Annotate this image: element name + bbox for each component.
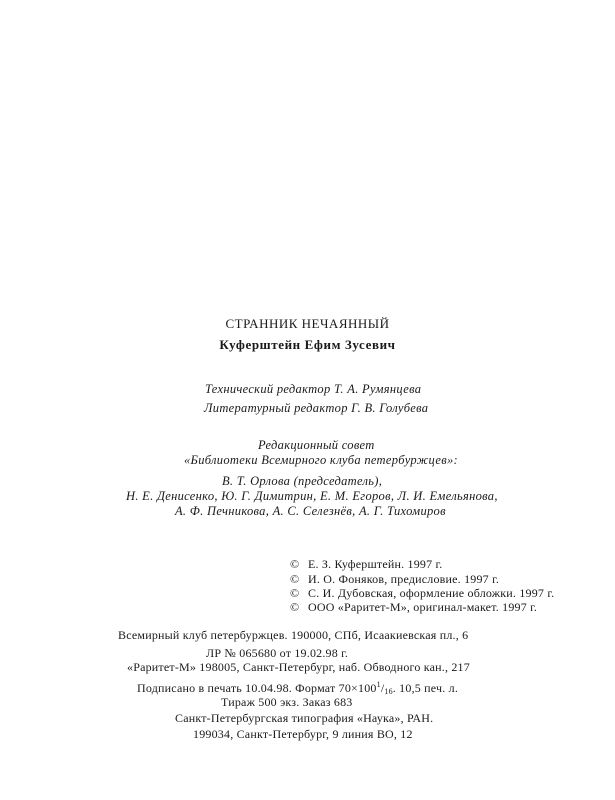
print-run: Тираж 500 экз. Заказ 683 <box>221 695 353 709</box>
publisher-address: Всемирный клуб петербуржцев. 190000, СПб, Исаакиевская пл., 6 <box>118 628 469 642</box>
board-heading: Редакционный совет <box>258 438 375 452</box>
signed-to-print <box>137 680 458 696</box>
copyright-symbol: © <box>290 572 300 586</box>
copyright-text: Е. З. Куферштейн. 1997 г. <box>308 557 443 571</box>
book-title: СТРАННИК НЕЧАЯННЫЙ <box>225 316 390 331</box>
board-heading-library: «Библиотеки Всемирного клуба петербуржцев»: <box>184 453 459 467</box>
board-chair: В. Т. Орлова (председатель), <box>222 474 383 488</box>
copyright-line <box>290 572 499 587</box>
copyright-symbol: © <box>290 557 300 571</box>
copyright-symbol: © <box>290 586 300 600</box>
copyright-text: ООО «Раритет-М», оригинал-макет. 1997 г. <box>308 600 538 614</box>
board-members-line-1: Н. Е. Денисенко, Ю. Г. Димитрин, Е. М. Егоров, Л. И. Емельянова, <box>126 489 498 503</box>
book-author: Куферштейн Ефим Зусевич <box>219 337 396 352</box>
printer-name: Санкт-Петербургская типография «Наука», РАН. <box>175 711 434 725</box>
copyright-line <box>290 600 537 615</box>
technical-editor: Технический редактор Т. А. Румянцева <box>205 382 422 396</box>
signed-prefix: Подписано в печать 10.04.98. Формат 70×100 <box>137 681 377 695</box>
copyright-text: С. И. Дубовская, оформление обложки. 1997 г. <box>308 586 555 600</box>
format-denominator: 16 <box>384 687 393 696</box>
signed-suffix: . 10,5 печ. л. <box>392 681 459 695</box>
copyright-line <box>290 586 554 601</box>
format-fraction: $^1/_{16}$ <box>376 680 393 696</box>
format-numerator: 1 <box>376 680 381 689</box>
printer-address: 199034, Санкт-Петербург, 9 линия ВО, 12 <box>193 727 413 741</box>
copyright-text: И. О. Фоняков, предисловие. 1997 г. <box>308 572 500 586</box>
board-members-line-2: А. Ф. Печникова, А. С. Селезнёв, А. Г. Тихомиров <box>175 504 446 518</box>
literary-editor: Литературный редактор Г. В. Голубева <box>204 401 429 415</box>
copyright-line <box>290 557 442 572</box>
rarity-address: «Раритет-М» 198005, Санкт-Петербург, наб. Обводного кан., 217 <box>127 660 470 674</box>
license-number: ЛР № 065680 от 19.02.98 г. <box>206 646 349 660</box>
copyright-symbol: © <box>290 600 300 614</box>
